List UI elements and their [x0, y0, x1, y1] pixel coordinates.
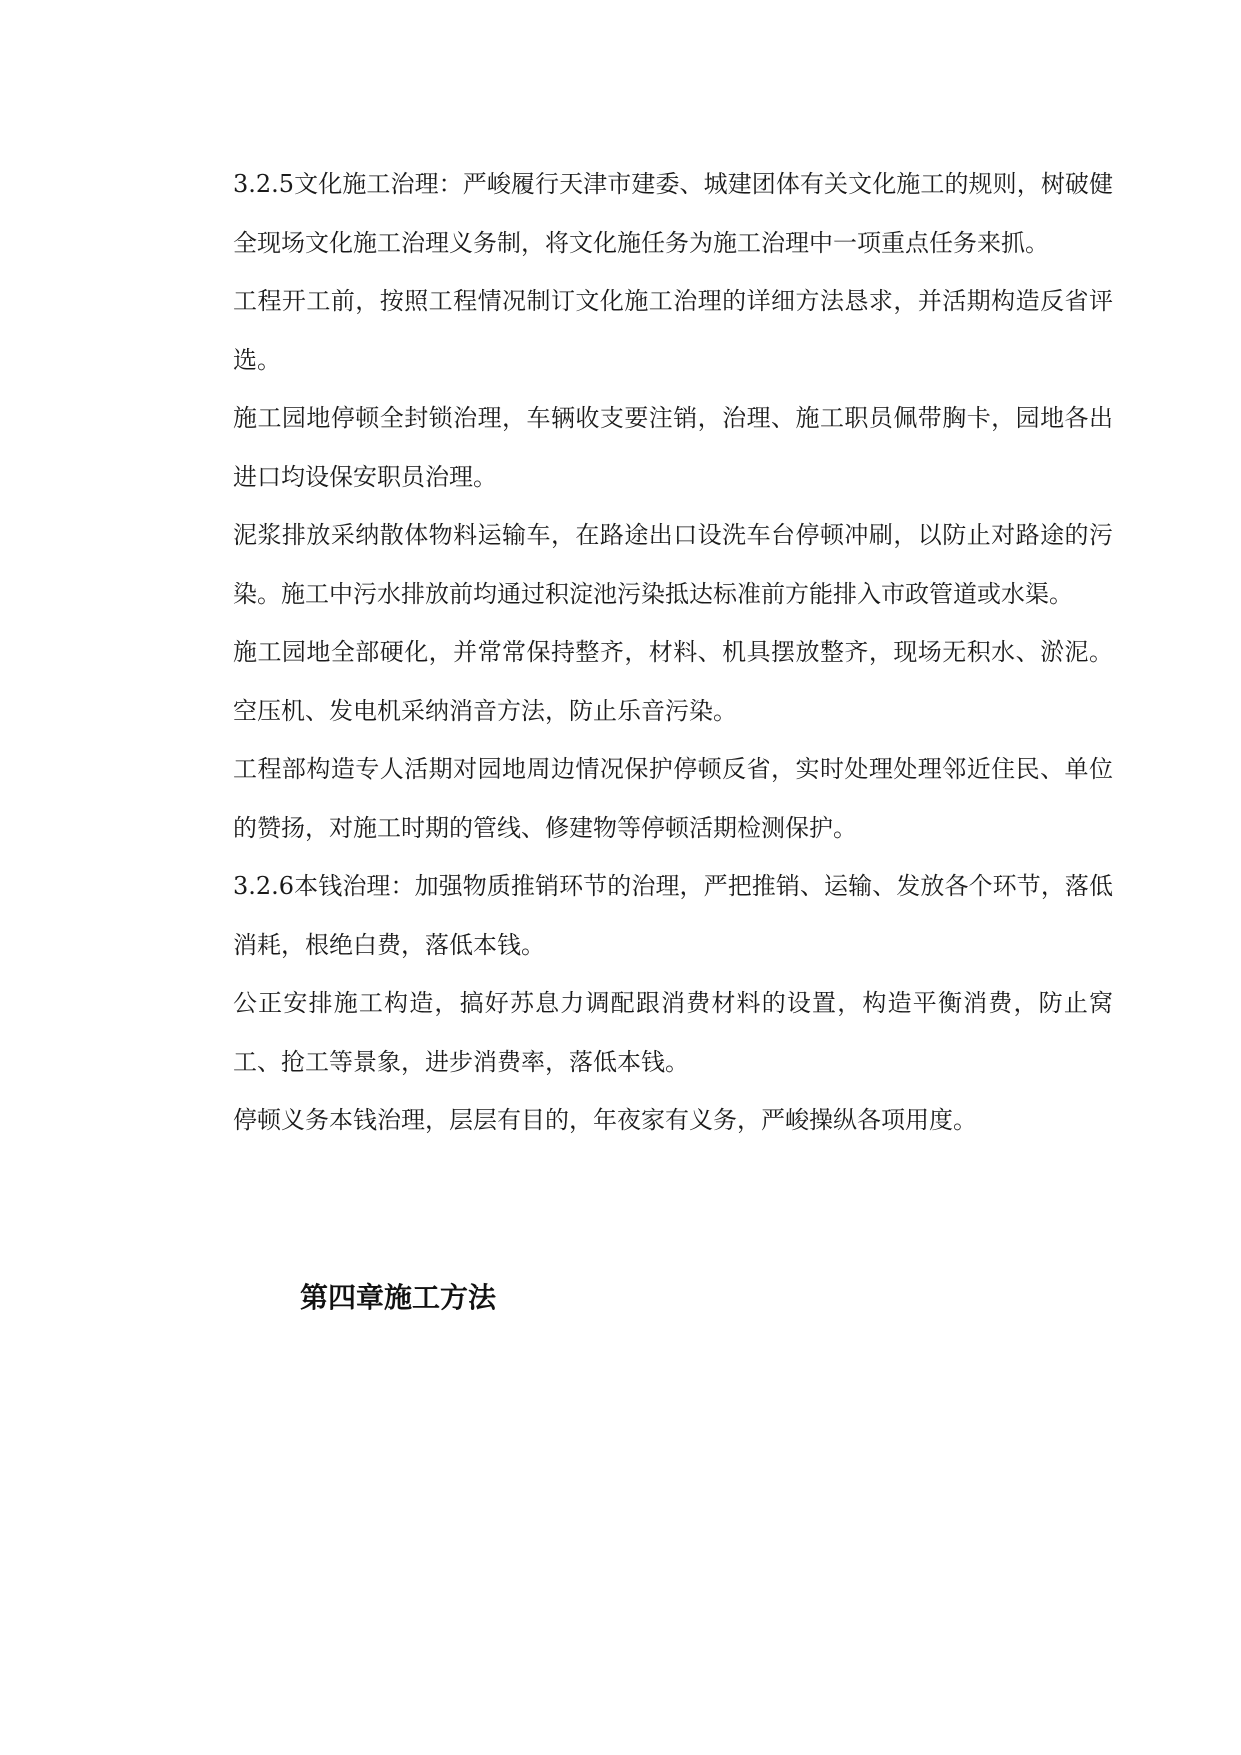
paragraph-site-closure: 施工园地停顿全封锁治理，车辆收支要注销，治理、施工职员佩带胸卡，园地各出进口均设保安职员治理。	[233, 404, 1113, 491]
paragraph-responsibility-cost: 停顿义务本钱治理，层层有目的，年夜家有义务，严峻操纵各项用度。	[233, 1106, 977, 1134]
paragraph-cultural-construction: 3.2.5文化施工治理：严峻履行天津市建委、城建团体有关文化施工的规则，树破健全现场文化施工治理义务制，将文化施任务为施工治理中一项重点任务来抓。	[233, 170, 1113, 257]
paragraph-mud-discharge: 泥浆排放采纳散体物料运输车，在路途出口设洗车台停顿冲刷，以防止对路途的污染。施工中污水排放前均通过积淀池污染抵达标准前方能排入市政管道或水渠。	[233, 521, 1113, 608]
chapter-heading: 第四章施工方法	[300, 1281, 497, 1314]
paragraph-pre-construction: 工程开工前，按照工程情况制订文化施工治理的详细方法恳求，并活期构造反省评选。	[233, 287, 1113, 374]
paragraph-cost-management: 3.2.6本钱治理：加强物质推销环节的治理，严把推销、运输、发放各个环节，落低消耗，根绝白费，落低本钱。	[233, 872, 1113, 959]
paragraph-construction-arrangement: 公正安排施工构造，搞好苏息力调配跟消费材料的设置，构造平衡消费，防止窝工、抢工等景象，进步消费率，落低本钱。	[233, 989, 1113, 1076]
body-text	[233, 155, 1113, 1150]
paragraph-surroundings-protection: 工程部构造专人活期对园地周边情况保护停顿反省，实时处理处理邻近住民、单位的赞扬，对施工时期的管线、修建物等停顿活期检测保护。	[233, 755, 1113, 842]
paragraph-site-hardening: 施工园地全部硬化，并常常保持整齐，材料、机具摆放整齐，现场无积水、淤泥。空压机、发电机采纳消音方法，防止乐音污染。	[233, 638, 1113, 725]
